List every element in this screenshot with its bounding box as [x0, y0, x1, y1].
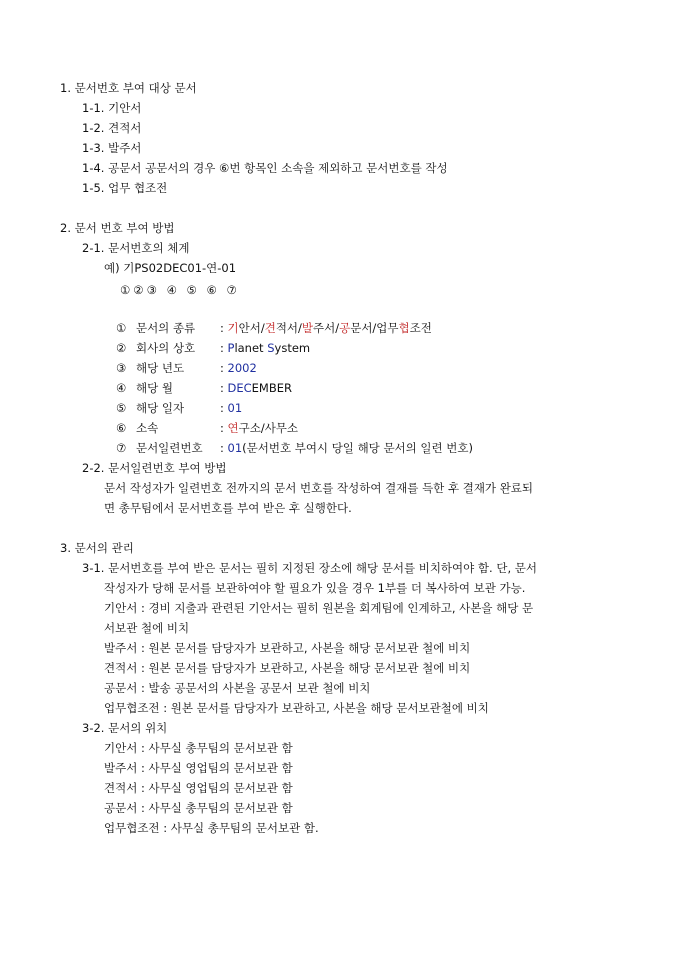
paragraph-line: 서보관 철에 비치 — [104, 621, 190, 635]
legend-num: ① — [116, 321, 127, 335]
section-3-title: 3. 문서의 관리 — [60, 541, 134, 555]
legend-value: Planet System — [227, 341, 311, 355]
example-code: 예) 기PS02DEC01-연-01 — [104, 261, 237, 275]
legend-num: ④ — [116, 381, 127, 395]
legend-row-2 — [116, 340, 310, 356]
legend-label: 해당 일자 — [135, 401, 185, 415]
paragraph-line: 면 총무팀에서 문서번호를 부여 받은 후 실행한다. — [104, 501, 352, 515]
legend-num: ⑤ — [116, 401, 127, 415]
legend-sep: : — [219, 381, 224, 395]
location-line: 발주서 : 사무실 영업팀의 문서보관 함 — [104, 761, 293, 775]
paragraph-line: 공문서 : 발송 공문서의 사본을 공문서 보관 철에 비치 — [104, 681, 371, 695]
paragraph-line: 문서 작성자가 일련번호 전까지의 문서 번호를 작성하여 결재를 득한 후 결재가 완료되 — [104, 481, 534, 495]
location-line: 공문서 : 사무실 총무팀의 문서보관 함 — [104, 801, 293, 815]
legend-num: ⑦ — [116, 441, 127, 455]
legend-num: ② — [116, 341, 127, 355]
section-1-item: 1-1. 기안서 — [82, 101, 142, 115]
legend-row-4 — [116, 380, 292, 396]
location-line: 업무협조전 : 사무실 총무팀의 문서보관 함. — [104, 821, 319, 835]
section-3-2-title: 3-2. 문서의 위치 — [82, 721, 168, 735]
legend-value: 2002 — [227, 361, 257, 375]
legend-num: ③ — [116, 361, 127, 375]
paragraph-line: 작성자가 당해 문서를 보관하여야 할 필요가 있을 경우 1부를 더 복사하여 보관 가능. — [104, 581, 526, 595]
section-1-item: 1-2. 견적서 — [82, 121, 142, 135]
section-2-2-title: 2-2. 문서일련번호 부여 방법 — [82, 461, 227, 475]
legend-sep: : — [219, 361, 224, 375]
legend-value: 01(문서번호 부여시 당일 해당 문서의 일련 번호) — [227, 441, 474, 455]
legend-value: 01 — [227, 401, 243, 415]
legend-sep: : — [219, 321, 224, 335]
paragraph-line: 업무협조전 : 원본 문서를 담당자가 보관하고, 사본을 해당 문서보관철에 비치 — [104, 701, 489, 715]
location-line: 기안서 : 사무실 총무팀의 문서보관 함 — [104, 741, 293, 755]
legend-value: 기안서/견적서/발주서/공문서/업무협조전 — [227, 321, 432, 335]
legend-value: DECEMBER — [227, 381, 292, 395]
legend-sep: : — [219, 401, 224, 415]
legend-label: 문서일련번호 — [135, 441, 203, 455]
section-1-item: 1-3. 발주서 — [82, 141, 142, 155]
legend-num: ⑥ — [116, 421, 127, 435]
legend-row-6 — [116, 420, 298, 436]
legend-label: 회사의 상호 — [135, 341, 196, 355]
section-2-title: 2. 문서 번호 부여 방법 — [60, 221, 175, 235]
paragraph-line: 발주서 : 원본 문서를 담당자가 보관하고, 사본을 해당 문서보관 철에 비치 — [104, 641, 471, 655]
legend-row-7 — [116, 440, 473, 456]
section-3-1-title: 3-1. 문서번호를 부여 받은 문서는 필히 지정된 장소에 해당 문서를 비치하여야 함. 단, 문서 — [82, 561, 537, 575]
location-line: 견적서 : 사무실 영업팀의 문서보관 함 — [104, 781, 293, 795]
legend-sep: : — [219, 341, 224, 355]
section-1-item: 1-4. 공문서 공문서의 경우 ⑥번 항목인 소속을 제외하고 문서번호를 작성 — [82, 161, 448, 175]
paragraph-line: 견적서 : 원본 문서를 담당자가 보관하고, 사본을 해당 문서보관 철에 비치 — [104, 661, 471, 675]
legend-label: 해당 월 — [135, 381, 173, 395]
section-2-1-title: 2-1. 문서번호의 체계 — [82, 241, 190, 255]
legend-row-3 — [116, 360, 257, 376]
legend-value: 연구소/사무소 — [227, 421, 299, 435]
example-circle-numbers: ①②③ ④ ⑤ ⑥ ⑦ — [120, 283, 240, 297]
section-1-title: 1. 문서번호 부여 대상 문서 — [60, 81, 197, 95]
legend-label: 소속 — [135, 421, 159, 435]
legend-label: 해당 년도 — [135, 361, 185, 375]
legend-row-1 — [116, 320, 432, 336]
section-1-item: 1-5. 업무 협조전 — [82, 181, 168, 195]
legend-label: 문서의 종류 — [135, 321, 196, 335]
legend-row-5 — [116, 400, 242, 416]
legend-sep: : — [219, 421, 224, 435]
paragraph-line: 기안서 : 경비 지출과 관련된 기안서는 필히 원본을 회계팀에 인계하고, 사본을 해당 문 — [104, 601, 534, 615]
legend-sep: : — [219, 441, 224, 455]
